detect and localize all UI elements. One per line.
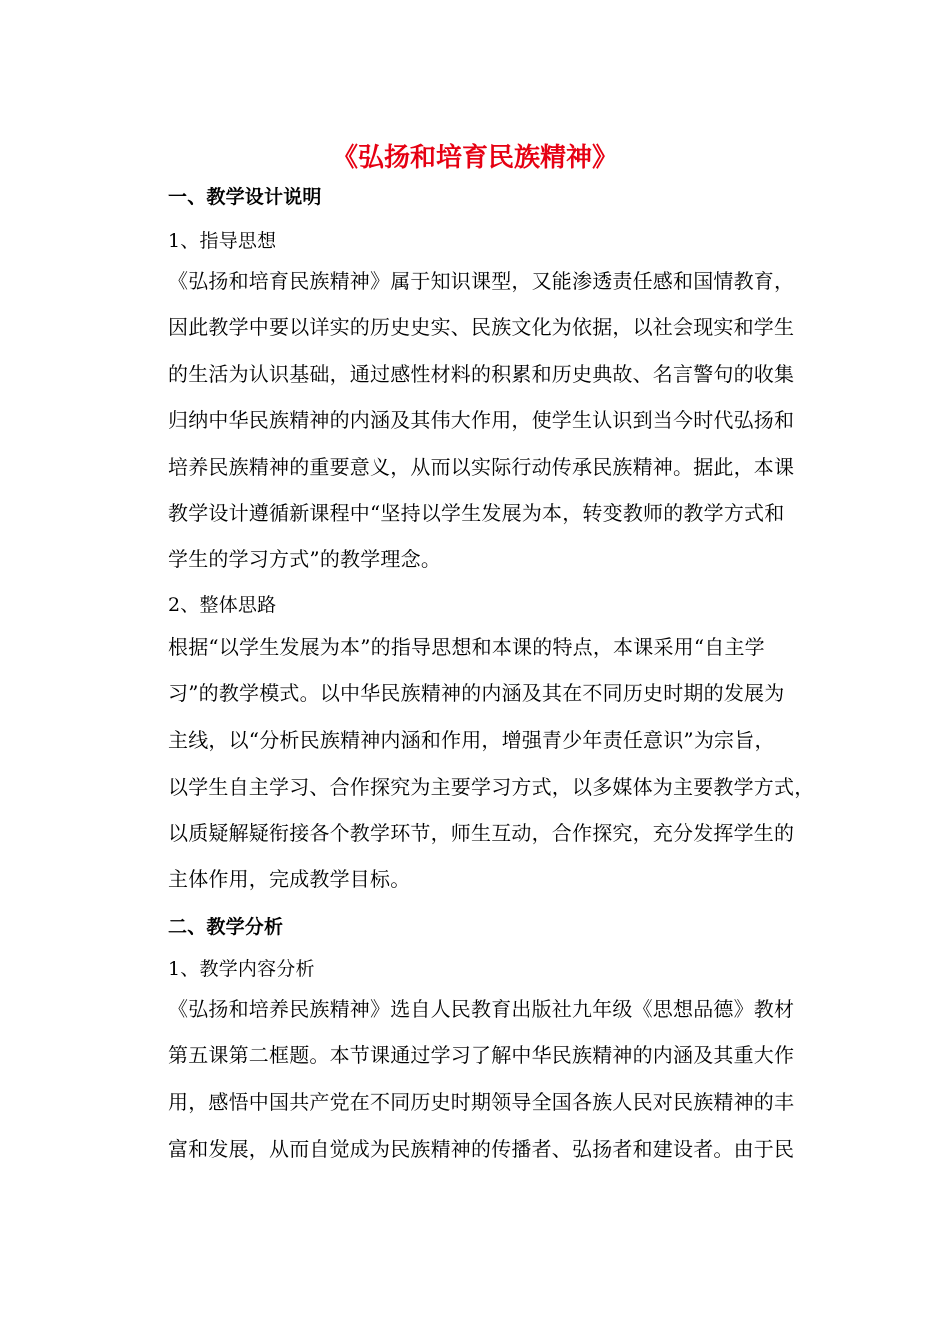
section1-part1-heading: 1、指导思想 [168,230,277,252]
paragraph-line: 富和发展，从而自觉成为民族精神的传播者、弘扬者和建设者。由于民 [168,1137,795,1161]
paragraph-line: 习”的教学模式。以中华民族精神的内涵及其在不同历史时期的发展为 [168,681,785,705]
paragraph-line: 培养民族精神的重要意义，从而以实际行动传承民族精神。据此，本课 [168,455,795,479]
paragraph-line: 因此教学中要以详实的历史史实、民族文化为依据，以社会现实和学生 [168,315,795,339]
paragraph-line: 根据“以学生发展为本”的指导思想和本课的特点，本课采用“自主学 [168,635,765,659]
paragraph-line: 以学生自主学习、合作探究为主要学习方式，以多媒体为主要教学方式， [168,775,815,799]
section2-part1-heading: 1、教学内容分析 [168,958,315,980]
section1-part2-heading: 2、整体思路 [168,594,277,616]
section2-heading: 二、教学分析 [168,916,284,938]
paragraph-line: 《弘扬和培育民族精神》属于知识课型，又能渗透责任感和国情教育， [168,269,795,293]
paragraph-line: 《弘扬和培养民族精神》选自人民教育出版社九年级《思想品德》教材 [168,997,795,1021]
paragraph-line: 归纳中华民族精神的内涵及其伟大作用，使学生认识到当今时代弘扬和 [168,408,795,432]
document-title: 《弘扬和培育民族精神》 [331,143,618,173]
paragraph-line: 第五课第二框题。本节课通过学习了解中华民族精神的内涵及其重大作 [168,1043,795,1067]
section1-heading: 一、教学设计说明 [168,186,322,208]
paragraph-line: 学生的学习方式”的教学理念。 [168,547,442,571]
paragraph-line: 的生活为认识基础，通过感性材料的积累和历史典故、名言警句的收集 [168,362,795,386]
paragraph-line: 以质疑解疑衔接各个教学环节，师生互动，合作探究，充分发挥学生的 [168,821,795,845]
paragraph-line: 主线，以“分析民族精神内涵和作用，增强青少年责任意识”为宗旨， [168,728,775,752]
paragraph-line: 主体作用，完成教学目标。 [168,867,411,891]
paragraph-line: 教学设计遵循新课程中“坚持以学生发展为本，转变教师的教学方式和 [168,501,785,525]
paragraph-line: 用，感悟中国共产党在不同历史时期领导全国各族人民对民族精神的丰 [168,1090,795,1114]
